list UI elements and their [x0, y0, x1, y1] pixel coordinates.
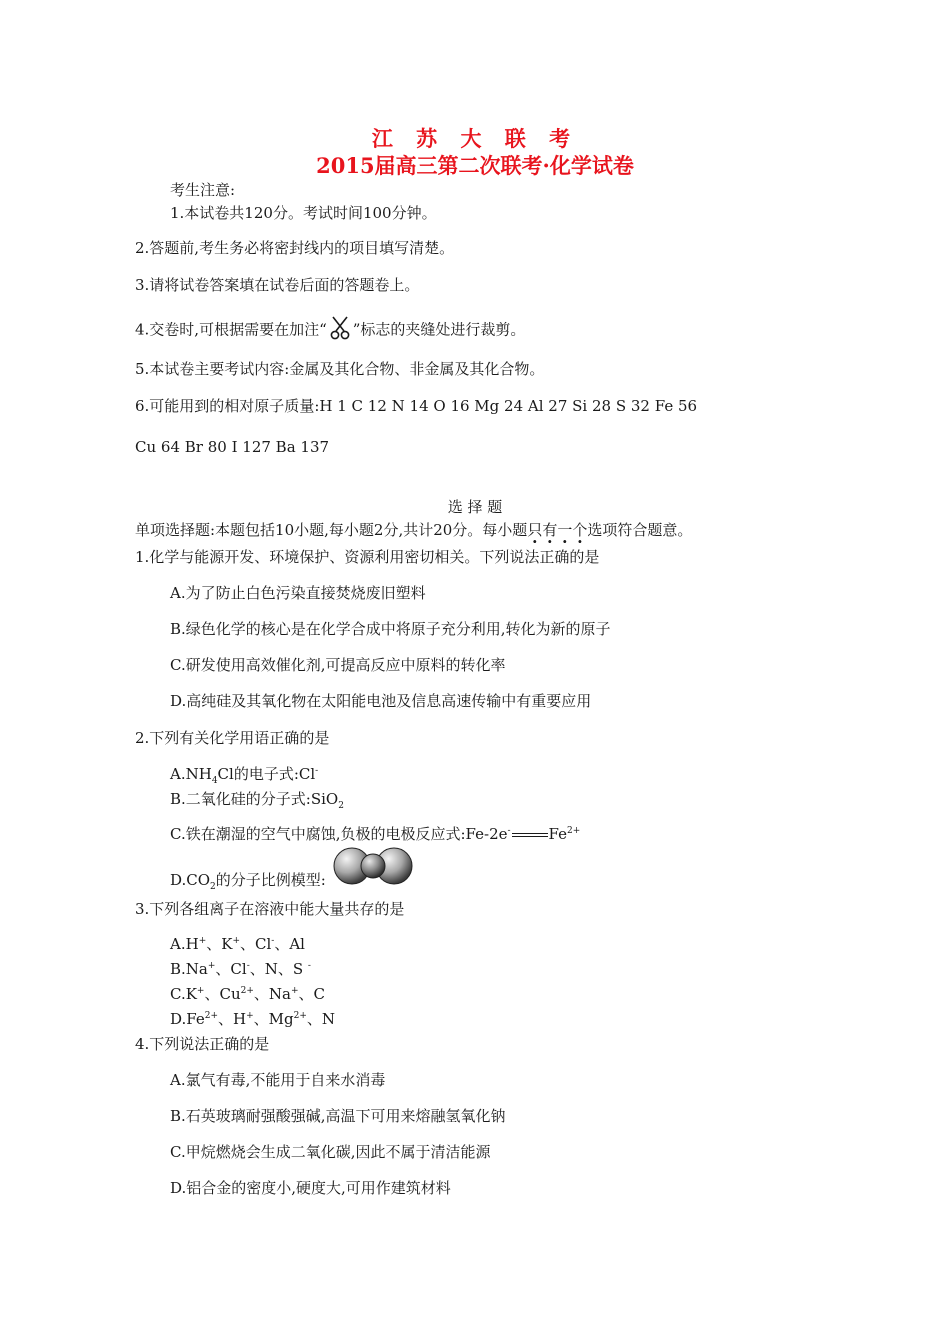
notice-item-4-text-a: 4.交卷时,可根据需要在加注“	[135, 320, 327, 339]
ion-charge: +	[207, 961, 216, 971]
q2c-sup-2: 2+	[567, 826, 581, 836]
section-intro-text-end: 选项符合题意。	[587, 521, 693, 539]
question-2-option-c	[170, 824, 580, 844]
ion-charge: 2+	[240, 986, 254, 996]
question-3-stem: 3.下列各组离子在溶液中能大量共存的是	[135, 900, 405, 918]
notice-item-6-continued: Cu 64 Br 80 I 127 Ba 137	[135, 438, 330, 456]
ion-charge: +	[246, 1011, 254, 1021]
ion-text: 、N、S	[249, 960, 308, 978]
question-1-option-b: B.绿色化学的核心是在化学合成中将原子充分利用,转化为新的原子	[170, 620, 611, 638]
ion-text: 、H	[218, 1010, 247, 1028]
q2d-text-2: 的分子比例模型:	[215, 871, 326, 889]
ion-charge: +	[232, 936, 240, 946]
q2a-text-2: Cl的电子式:Cl	[217, 765, 316, 783]
ion-charge: +	[196, 986, 205, 996]
question-1-option-a: A.为了防止白色污染直接焚烧废旧塑料	[170, 584, 426, 602]
ion-text: 、Mg	[253, 1010, 294, 1028]
question-3-option-a	[170, 934, 305, 954]
notice-item-6: 6.可能用到的相对原子质量:H 1 C 12 N 14 O 16 Mg 24 Al 27 Si 28 S 32 Fe 56	[135, 397, 698, 415]
ion-charge: +	[290, 986, 299, 996]
section-heading: 选 择 题	[447, 498, 503, 516]
q2a-sup: -	[315, 766, 319, 776]
q2b-sub: 2	[338, 801, 344, 811]
question-4-option-a: A.氯气有毒,不能用于自来水消毒	[170, 1071, 386, 1089]
equals-bar	[512, 833, 548, 837]
notice-item-3: 3.请将试卷答案填在试卷后面的答题卷上。	[135, 276, 420, 294]
notice-item-4	[135, 316, 525, 345]
question-3-option-b	[170, 959, 311, 979]
ion-charge: +	[198, 936, 207, 946]
ion-text: 、Na	[253, 985, 291, 1003]
co2-ball-model-icon	[333, 844, 413, 892]
ion-text: C.K	[170, 985, 197, 1003]
notice-heading: 考生注意:	[170, 181, 236, 199]
ion-text: A.H	[170, 935, 199, 953]
emphasis-char: 有	[542, 521, 558, 539]
ion-text: 、K	[206, 935, 233, 953]
exam-paper-title: 2015届高三第二次联考·化学试卷	[316, 153, 634, 178]
q2c-sup-1: -	[507, 826, 511, 836]
q2b-text: B.二氧化硅的分子式:SiO	[170, 790, 339, 808]
ion-text: 、C	[298, 985, 325, 1003]
notice-item-4-text-b: ”标志的夹缝处进行裁剪。	[352, 320, 526, 339]
notice-item-1: 1.本试卷共120分。考试时间100分钟。	[170, 204, 437, 222]
scissors-icon	[329, 316, 351, 345]
question-4-stem: 4.下列说法正确的是	[135, 1035, 270, 1053]
question-2-option-a	[170, 764, 318, 784]
ion-charge: 2+	[204, 1011, 219, 1021]
question-1-stem: 1.化学与能源开发、环境保护、资源利用密切相关。下列说法正确的是	[135, 548, 600, 566]
question-1-option-c: C.研发使用高效催化剂,可提高反应中原料的转化率	[170, 656, 506, 674]
emphasis-char: 个	[572, 521, 588, 539]
question-2-stem: 2.下列有关化学用语正确的是	[135, 729, 330, 747]
ion-text: 、N	[306, 1010, 336, 1028]
q2d-text-1: D.CO	[170, 871, 211, 889]
question-3-option-d	[170, 1009, 335, 1029]
notice-item-2: 2.答题前,考生务必将密封线内的项目填写清楚。	[135, 239, 455, 257]
question-1-option-d: D.高纯硅及其氧化物在太阳能电池及信息高速传输中有重要应用	[170, 692, 592, 710]
notice-item-5: 5.本试卷主要考试内容:金属及其化合物、非金属及其化合物。	[135, 360, 545, 378]
q2a-text-1: A.NH	[170, 765, 212, 783]
emphasis-char: 一	[557, 521, 573, 539]
ion-text: B.Na	[170, 960, 208, 978]
question-3-option-c	[170, 984, 325, 1004]
ion-charge: -	[307, 961, 311, 971]
ion-text: 、Cl	[240, 935, 272, 953]
ion-text: 、Cl	[215, 960, 247, 978]
question-4-option-d: D.铝合金的密度小,硬度大,可用作建筑材料	[170, 1179, 451, 1197]
q2c-text-2: Fe	[548, 825, 568, 843]
q2a-sub: 4	[211, 776, 218, 786]
section-intro	[135, 520, 692, 540]
question-4-option-c: C.甲烷燃烧会生成二氧化碳,因此不属于清洁能源	[170, 1143, 491, 1161]
ion-text: 、Cu	[204, 985, 241, 1003]
ion-charge: 2+	[293, 1011, 307, 1021]
ion-text: D.Fe	[170, 1010, 205, 1028]
ion-charge: -	[246, 961, 250, 971]
question-4-option-b: B.石英玻璃耐强酸强碱,高温下可用来熔融氢氧化钠	[170, 1107, 506, 1125]
q2c-text-1: C.铁在潮湿的空气中腐蚀,负极的电极反应式:Fe-2e	[170, 825, 508, 843]
q2d-sub: 2	[210, 882, 216, 892]
question-2-option-b	[170, 789, 344, 809]
exam-header-title: 江 苏 大 联 考	[371, 126, 579, 151]
question-2-option-d	[170, 870, 326, 890]
emphasis-char: 只	[527, 521, 543, 539]
section-intro-text: 单项选择题:本题包括10小题,每小题2分,共计20分。每小题	[135, 521, 528, 539]
ion-charge: -	[271, 936, 275, 946]
ion-text: 、Al	[274, 935, 305, 953]
